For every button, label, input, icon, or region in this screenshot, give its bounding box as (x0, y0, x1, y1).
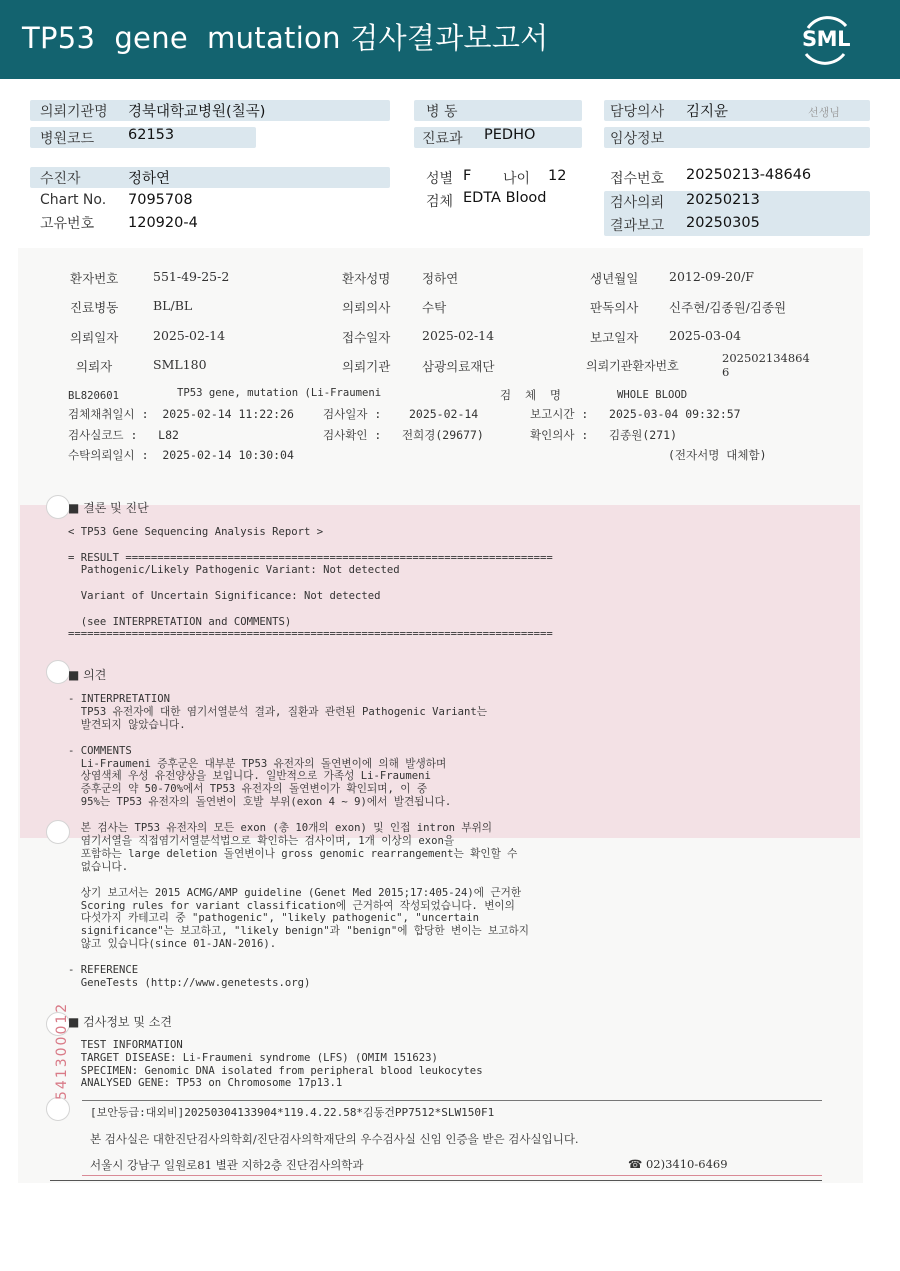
section-conclusion: ■ 결론 및 진단 (68, 501, 149, 515)
footer-pink-rule (82, 1175, 822, 1176)
scan-label: 의뢰기관환자번호 (586, 359, 679, 373)
scan-detail: 검사확인 : 전희경(29677) (323, 428, 484, 442)
doctor-suffix: 선생님 (808, 106, 840, 119)
report-value: 20250305 (686, 215, 760, 231)
test-name: TP53 gene, mutation (Li-Fraumeni (177, 387, 382, 399)
hospital-code-value: 62153 (128, 127, 175, 143)
scan-label: 의뢰기관 (342, 359, 391, 374)
scan-value: 신주현/김종원/김종원 (669, 300, 787, 315)
scan-value: BL/BL (153, 298, 193, 313)
scan-label: 보고일자 (590, 330, 639, 345)
doctor-value: 김지윤 (686, 104, 729, 120)
scan-detail: 확인의사 : 김종원(271) (530, 428, 677, 442)
sex-value: F (463, 168, 472, 184)
scan-value: 2025-03-04 (669, 328, 742, 343)
scan-value: 202502134864 (722, 351, 810, 365)
ward-label: 병 동 (426, 104, 458, 120)
scan-value: 2025-02-14 (422, 328, 495, 343)
footer-rule (82, 1100, 822, 1101)
institution-label: 의뢰기관명 (40, 104, 108, 120)
sex-label: 성별 (426, 171, 454, 187)
footer-bottom-rule (50, 1180, 822, 1181)
report-label: 결과보고 (610, 218, 665, 234)
scan-value: 2012-09-20/F (669, 269, 754, 284)
scan-detail: 검사실코드 : L82 (68, 428, 179, 442)
chart-label: Chart No. (40, 192, 107, 208)
binder-hole (46, 495, 70, 519)
request-label: 검사의뢰 (610, 195, 665, 211)
scan-value: SML180 (153, 357, 207, 372)
patient-value: 정하연 (128, 171, 171, 187)
scan-value: 수탁 (422, 300, 447, 315)
clinical-label: 임상정보 (610, 131, 665, 147)
test-code: BL820601 (68, 390, 120, 402)
receipt-label: 접수번호 (610, 171, 665, 187)
unique-label: 고유번호 (40, 216, 95, 232)
scan-value: 6 (722, 365, 730, 379)
specimen-name-label: 검 체 명 (500, 388, 562, 402)
scan-detail: 보고시간 : 2025-03-04 09:32:57 (530, 407, 741, 421)
scan-label: 생년월일 (590, 271, 639, 286)
specimen-name: WHOLE BLOOD (617, 389, 688, 401)
age-value: 12 (548, 168, 567, 184)
age-label: 나이 (503, 171, 531, 187)
section-test-info: ■ 검사정보 및 소견 (68, 1015, 172, 1029)
logo-text: SML (802, 27, 850, 51)
test-info-block: TEST INFORMATION TARGET DISEASE: Li-Fraumeni syndrome (LFS) (OMIM 151623) SPECIMEN: Genomic DNA isolated from peripheral blood leukocytes ANALYSED GENE: TP53 on Chromosome 17p13.1 (80, 1039, 483, 1090)
address-text: 서울시 강남구 일원로81 별관 지하2층 진단검사의학과 (90, 1158, 364, 1172)
scan-value: 정하연 (422, 271, 459, 286)
scan-label: 접수일자 (342, 330, 391, 345)
security-line: [보안등급:대외비]20250304133904*119.4.22.58*김동건PP7512*SLW150F1 (90, 1106, 495, 1119)
scan-label: 환자번호 (70, 271, 119, 286)
binder-hole (46, 1097, 70, 1121)
specimen-label: 검체 (426, 194, 454, 210)
scan-label: 의뢰자 (76, 359, 113, 374)
scan-label: 환자성명 (342, 271, 391, 286)
scan-value: 2025-02-14 (153, 328, 226, 343)
scan-detail: 검사일자 : 2025-02-14 (323, 407, 479, 421)
scan-value: 551-49-25-2 (153, 269, 230, 284)
interpretation-block: - INTERPRETATION TP53 유전자에 대한 염기서열분석 결과, 질환과 관련된 Pathogenic Variant는 발견되지 않았습니다. - COMMENTS Li-Fraumeni 증후군은 대부분 TP53 유전자의 돌연변이에 의해 발생하며 상염색체 우성 유전양상을 보입니다. 일반적으로 가족성 Li-Fraumeni 증후군의 약 50-70%에서 TP53 유전자의 돌연변이가 확인되며, 이 중 95%는 TP53 유전자의 돌연변이 호발 부위(exon 4 ~ 9)에서 발견됩니다. 본 검사는 TP53 유전자의 모든 exon (총 10개의 exon) 및 인접 intron 부위의 염기서열을 직접염기서열분석법으로 확인하는 검사이며, 1개 이상의 exon을 포함하는 large deletion 돌연변이나 gross genomic rearrangement는 확인할 수 없습니다. 상기 보고서는 2015 ACMG/AMP guideline (Genet Med 2015;17:405-24)에 근거한 Scoring rules for variant classification에 근거하여 작성되었습니다. 변이의 다섯가지 카테고리 중 "pathogenic", "likely pathogenic", "uncertain significance"는 보고하고, "likely benign"과 "benign"에 합당한 변이는 보고하지 않고 있습니다(since 01-JAN-2016). - REFERENCE GeneTests (http://www.genetests.org) (68, 693, 529, 989)
scan-label: 의뢰일자 (70, 330, 119, 345)
certification-text: 본 검사실은 대한진단검사의학회/진단검사의학재단의 우수검사실 신임 인증을 받은 검사실입니다. (90, 1132, 579, 1146)
scan-label: 의뢰의사 (342, 300, 391, 315)
patient-pill (30, 167, 390, 188)
doctor-label: 담당의사 (610, 104, 665, 120)
scan-label: 진료병동 (70, 300, 119, 315)
section-opinion: ■ 의견 (68, 668, 107, 682)
scan-detail: 검체채취일시 : 2025-02-14 11:22:26 (68, 407, 294, 421)
scan-label: 판독의사 (590, 300, 639, 315)
result-block: < TP53 Gene Sequencing Analysis Report > = RESULT =================================================================== Pathogenic/Likely Pathogenic Variant: Not detected Variant of Uncertain Significance: Not detected (see INTERPRETATION and COMMENTS) ============================================================================ (68, 526, 553, 641)
dept-label: 진료과 (422, 131, 463, 147)
binder-hole (46, 820, 70, 844)
scan-value: 삼광의료재단 (422, 359, 495, 374)
institution-value: 경북대학교병원(칠곡) (128, 104, 266, 120)
patient-label: 수진자 (40, 171, 81, 187)
e-signature-note: (전자서명 대체함) (668, 448, 767, 462)
dept-value: PEDHO (484, 127, 536, 143)
specimen-value: EDTA Blood (463, 190, 547, 206)
chart-value: 7095708 (128, 192, 193, 208)
unique-value: 120920-4 (128, 215, 198, 231)
request-value: 20250213 (686, 192, 760, 208)
report-title: TP53 gene mutation 검사결과보고서 (22, 21, 549, 55)
document-stamp: 541300012 (54, 1001, 70, 1100)
sml-logo (796, 10, 856, 70)
binder-hole (46, 660, 70, 684)
report-header (0, 0, 900, 79)
phone-text: ☎ 02)3410-6469 (628, 1157, 728, 1171)
scan-detail: 수탁의뢰일시 : 2025-02-14 10:30:04 (68, 448, 294, 462)
receipt-value: 20250213-48646 (686, 167, 812, 183)
hospital-code-label: 병원코드 (40, 131, 95, 147)
